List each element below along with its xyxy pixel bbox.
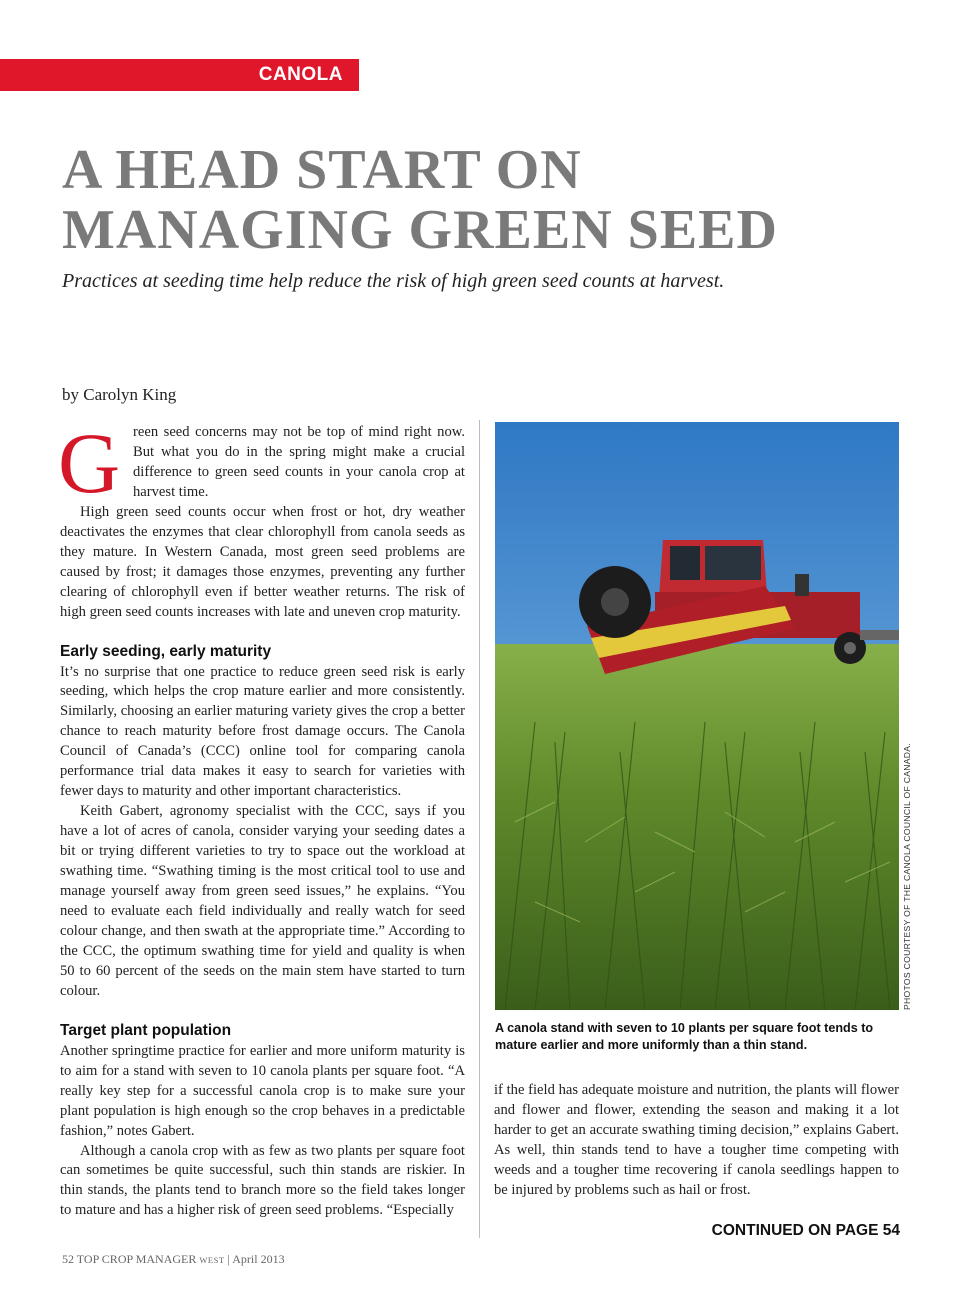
continued-link[interactable]: CONTINUED ON PAGE 54: [711, 1222, 900, 1239]
column-divider: [479, 420, 480, 1238]
drop-cap: G: [58, 415, 121, 511]
swather-illustration: [495, 422, 899, 1010]
headline: A HEAD START ON MANAGING GREEN SEED: [62, 139, 778, 261]
paragraph: Another springtime practice for earlier and more uniform maturity is to aim for a stand with seven to 10 canola plants per square foot. “A really key step for a successful canola crop is to make sure your plant population is high enough so the crop behaves in a predictable fashion,” notes Gabert.: [60, 1042, 465, 1139]
issue-date: April 2013: [232, 1252, 285, 1266]
subhead-early-seeding: Early seeding, early maturity: [60, 642, 272, 660]
intro-text: reen seed concerns may not be top of mind right now. But what you do in the spring might make a crucial difference to green seed counts in your canola crop at harvest time.: [133, 424, 465, 500]
paragraph: Although a canola crop with as few as two plants per square foot can sometimes be quite successful, such thin stands are riskier. In thin stands, the plants tend to branch more so the field takes longer to mature and has a higher risk of green seed problems. “Especially: [60, 1142, 465, 1219]
subhead-target-population: Target plant population: [60, 1021, 232, 1039]
publication-edition: WEST: [199, 1255, 225, 1265]
photo-caption: A canola stand with seven to 10 plants per square foot tends to mature earlier and more uniformly than a thin stand.: [495, 1021, 874, 1052]
photo-credit: PHOTOS COURTESY OF THE CANOLA COUNCIL OF CANADA.: [902, 742, 912, 1010]
article-body-right: [494, 1081, 899, 1201]
paragraph: if the field has adequate moisture and nutrition, the plants will flower and flower and flower, extending the season and making it a lot harder to get an accurate swathing timing decision,” explains Gabert. As well, thin stands tend to have a tougher time competing with weeds and a tougher time recovering if canola seedlings happen to be injured by problems such as hail or frost.: [494, 1082, 899, 1198]
publication-name: TOP CROP MANAGER: [76, 1252, 197, 1266]
article-body-left: [58, 415, 465, 1221]
paragraph: High green seed counts occur when frost or hot, dry weather deactivates the enzymes that clear chlorophyll from canola seeds as they mature. In Western Canada, most green seed problems are caused by frost; it damages those enzymes, preventing any further clearing of chlorophyll even if better weather returns. The risk of high green seed counts increases with late and uneven crop maturity.: [60, 503, 465, 620]
section-label: CANOLA: [258, 64, 343, 85]
page-footer: [62, 1252, 285, 1267]
intro-paragraph: [58, 415, 465, 511]
page-number: 52: [62, 1252, 74, 1266]
paragraph: Keith Gabert, agronomy specialist with the CCC, says if you have a lot of acres of canola, consider varying your seeding dates a bit or trying different varieties to try to space out the workload at swathing time. “Swathing timing is the most critical tool to use and manage yourself away from green seed issues,” he explains. “You need to evaluate each field individually and really watch for seed colour change, and then swath at the appropriate time.” According to the CCC, the optimum swathing time for yield and quality is when 50 to 60 percent of the seeds on the main stem have started to turn colour.: [60, 803, 465, 999]
footer-separator: |: [227, 1252, 230, 1266]
byline: by Carolyn King: [62, 385, 177, 404]
swather-photo: [495, 422, 899, 1010]
deck: Practices at seeding time help reduce the risk of high green seed counts at harvest.: [62, 270, 725, 292]
paragraph: It’s no surprise that one practice to reduce green seed risk is early seeding, which helps the crop mature earlier and more consistently. Similarly, choosing an earlier maturing variety gives the crop a better chance to reach maturity before frost damage occurs. The Canola Council of Canada’s (CCC) online tool for comparing canola performance trial data makes it easy to search for varieties with fewer days to maturity and other important characteristics.: [60, 663, 465, 800]
section-tag: [0, 59, 359, 91]
